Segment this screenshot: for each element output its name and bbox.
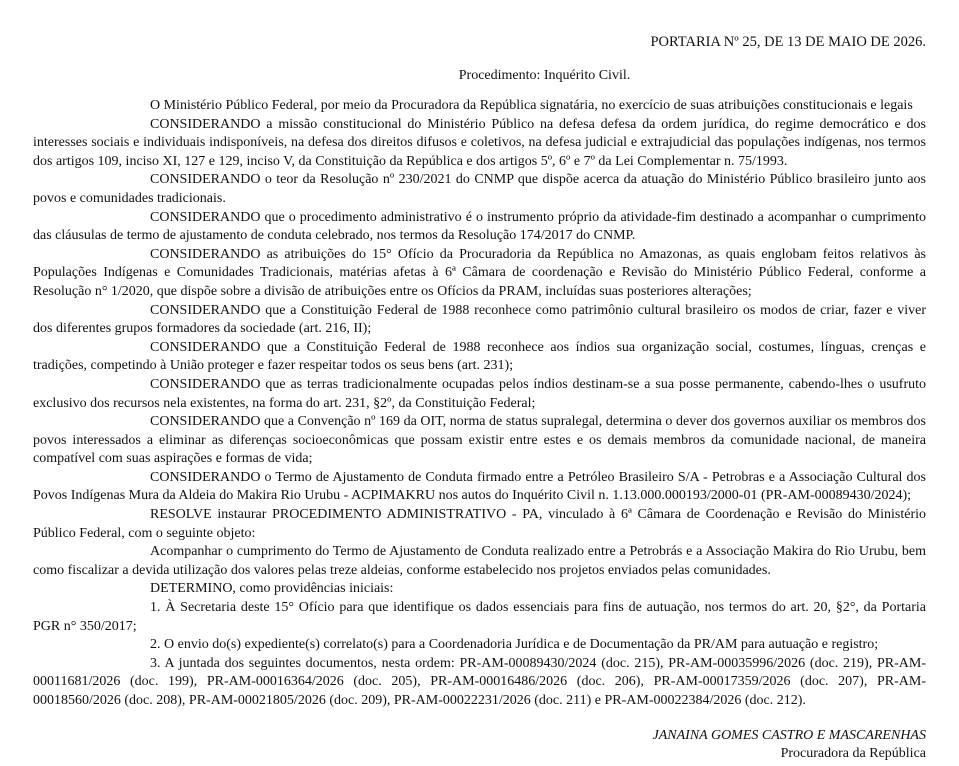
procedure-type: Procedimento: Inquérito Civil. [458,68,631,83]
document-body [33,97,926,711]
paragraph-considerando-5: CONSIDERANDO que a Constituição Federal de 1988 reconhece como patrimônio cultural brasileiro os modos de criar, fazer e viver dos diferentes grupos formadores da sociedade (art. 216, II); [33,302,926,337]
paragraph-resolve: RESOLVE instaurar PROCEDIMENTO ADMINISTRATIVO - PA, vinculado à 6ª Câmara de Coordenação e Revisão do Ministério Público Federal, com o seguinte objeto: [33,507,926,541]
paragraph-considerando-1: CONSIDERANDO a missão constitucional do Ministério Público na defesa defesa da ordem jurídica, do regime democrático e dos interesses sociais e individuais indisponíveis, na defesa dos direitos difusos e coletivos, na defesa judicial e extrajudicial das populações indígenas, nos termos dos artigos 109, inciso XI, 127 e 129, inciso V, da Constituição da República e dos artigos 5º, 6º e 7º da Lei Complementar n. 75/1993. [33,116,926,169]
paragraph-item-2: 2. O envio do(s) expediente(s) correlato(s) para a Coordenadoria Jurídica e de Documentação da PR/AM para autuação e registro; [150,637,879,653]
paragraph-item-3: 3. A juntada dos seguintes documentos, nesta ordem: PR-AM-00089430/2024 (doc. 215), PR-AM-00035996/2026 (doc. 219), PR-AM-00011681/2026 (doc. 199), PR-AM-00016364/2026 (doc. 205), PR-AM-00016486/2026 (doc. 206), PR-AM-00017359/2026 (doc. 207), PR-AM-00018560/2026 (doc. 208), PR-AM-00021805/2026 (doc. 209), PR-AM-00022231/2026 (doc. 211) e PR-AM-00022384/2026 (doc. 212). [33,655,926,708]
paragraph-objeto: Acompanhar o cumprimento do Termo de Ajustamento de Conduta realizado entre a Petrobrás e a Associação Makira do Rio Urubu, bem como fiscalizar a devida utilização dos valores pelas treze aldeias, conforme estabelecido nos projetos enviados pelas comunidades. [33,544,926,578]
paragraph-considerando-6: CONSIDERANDO que a Constituição Federal de 1988 reconhece aos índios sua organização social, costumes, línguas, crenças e tradições, competindo à União proteger e fazer respeitar todos os seus bens (art. 231); [33,339,926,374]
paragraph-preamble: O Ministério Público Federal, por meio da Procuradora da República signatária, no exercício de suas atribuições constitucionais e legais [150,98,913,113]
paragraph-considerando-8: CONSIDERANDO que a Convenção nº 169 da OIT, norma de status supralegal, determina o dever dos governos auxiliar os membros dos povos interessados a eliminar as diferenças socioeconômicas que possam existir entre estes e os demais membros da comunidade nacional, de maneira compatível com suas aspirações e formas de vida; [33,414,926,467]
paragraph-considerando-7: CONSIDERANDO que as terras tradicionalmente ocupadas pelos índios destinam-se a sua posse permanente, cabendo-lhes o usufruto exclusivo dos recursos nela existentes, na forma do art. 231, §2º, da Constituição Federal; [33,376,926,411]
signer-name: JANAINA GOMES CASTRO E MASCARENHAS [652,727,926,743]
paragraph-considerando-2: CONSIDERANDO o teor da Resolução nº 230/2021 do CNMP que dispõe acerca da atuação do Ministério Público brasileiro junto aos povos e comunidades tradicionais. [33,172,926,206]
signature-block [33,727,926,763]
document-title: PORTARIA Nº 25, DE 13 DE MAIO DE 2026. [650,34,926,50]
paragraph-considerando-4: CONSIDERANDO as atribuições do 15° Ofício da Procuradoria da República no Amazonas, as quais englobam feitos relativos às Populações Indígenas e Comunidades Tradicionais, matérias afetas à 6ª Câmara de coordenação e Revisão do Ministério Público Federal, conforme a Resolução n° 1/2020, que dispõe sobre a divisão de atribuições entre os Ofícios da PRAM, incluídas suas posteriores alterações; [33,246,926,299]
paragraph-considerando-9: CONSIDERANDO o Termo de Ajustamento de Conduta firmado entre a Petróleo Brasileiro S/A - Petrobras e a Associação Cultural dos Povos Indígenas Mura da Aldeia do Makira Rio Urubu - ACPIMAKRU nos autos do Inquérito Civil n. 1.13.000.000193/2000-01 (PR-AM-00089430/2024); [33,469,926,504]
paragraph-item-1: 1. À Secretaria deste 15° Ofício para que identifique os dados essenciais para fins de autuação, nos termos do art. 20, §2°, da Portaria PGR n° 350/2017; [33,600,926,634]
paragraph-considerando-3: CONSIDERANDO que o procedimento administrativo é o instrumento próprio da atividade-fim destinado a acompanhar o cumprimento das cláusulas de termo de ajustamento de conduta celebrado, nos termos da Resolução 174/2017 do CNMP. [33,209,926,244]
signer-role: Procuradora da República [780,745,926,761]
paragraph-determino: DETERMINO, como providências iniciais: [150,581,394,597]
